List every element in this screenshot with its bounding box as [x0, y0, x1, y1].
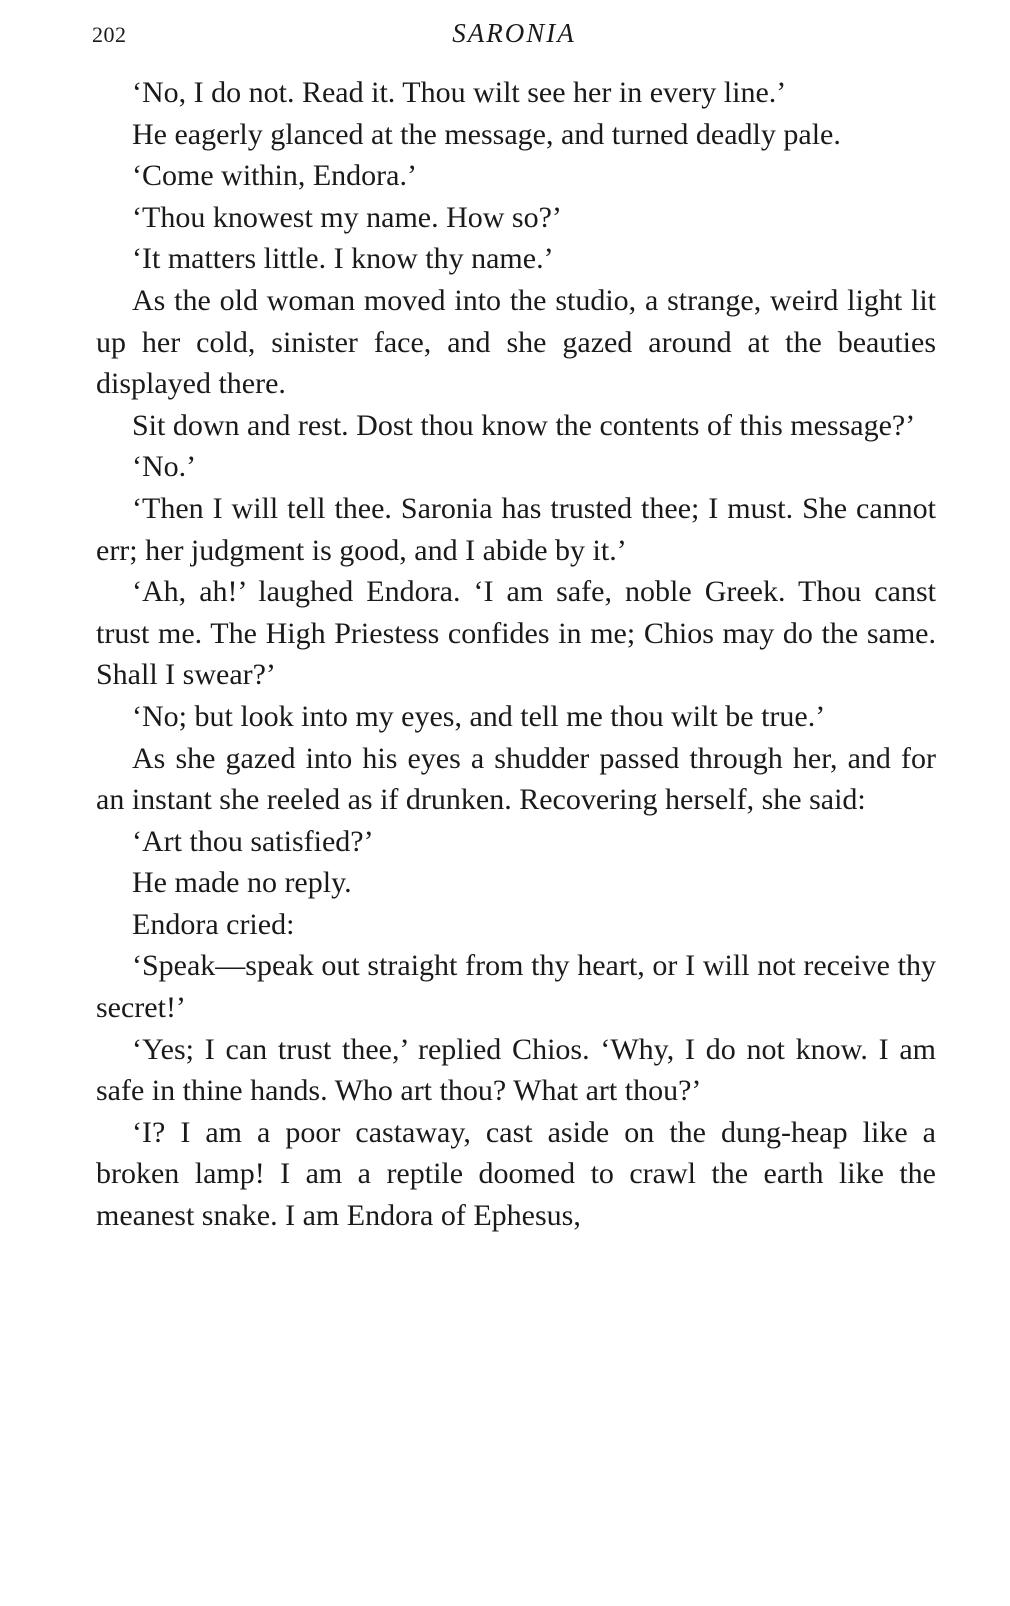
- paragraph: ‘Come within, Endora.’: [132, 159, 417, 193]
- paragraph: ‘No; but look into my eyes, and tell me thou wilt be true.’: [132, 699, 826, 733]
- running-head: SARONIA: [452, 18, 576, 48]
- paragraph: ‘No.’: [132, 450, 197, 484]
- paragraph: Sit down and rest. Dost thou know the contents of this message?’: [132, 408, 916, 442]
- paragraph: ‘Thou knowest my name. How so?’: [132, 200, 562, 234]
- paragraph: ‘Yes; I can trust thee,’ replied Chios. ‘Why, I do not know. I am safe in thine hands. Who art thou? What art thou?’: [96, 1032, 936, 1108]
- paragraph: As the old woman moved into the studio, a strange, weird light lit up her cold, sinister face, and she gazed around at the beauties displayed there.: [96, 283, 936, 401]
- paragraph: Endora cried:: [132, 907, 295, 941]
- paragraph: He made no reply.: [132, 866, 352, 900]
- paragraph: ‘No, I do not. Read it. Thou wilt see her in every line.’: [132, 76, 787, 109]
- body-text: [96, 72, 936, 1237]
- paragraph: ‘Speak—speak out straight from thy heart, or I will not receive thy secret!’: [96, 949, 936, 1025]
- page-number: 202: [92, 22, 127, 47]
- paragraph: He eagerly glanced at the message, and turned deadly pale.: [132, 117, 841, 151]
- page-header: [92, 18, 936, 54]
- paragraph: ‘It matters little. I know thy name.’: [132, 242, 554, 276]
- paragraph: ‘Then I will tell thee. Saronia has trusted thee; I must. She cannot err; her judgment is good, and I abide by it.’: [96, 491, 936, 567]
- paragraph: ‘Ah, ah!’ laughed Endora. ‘I am safe, noble Greek. Thou canst trust me. The High Priestess confides in me; Chios may do the same. Shall I swear?’: [96, 575, 936, 692]
- paragraph: ‘I? I am a poor castaway, cast aside on the dung-heap like a broken lamp! I am a reptile doomed to crawl the earth like the meanest snake. I am Endora of Ephesus,: [96, 1115, 936, 1233]
- paragraph: ‘Art thou satisfied?’: [132, 824, 374, 858]
- paragraph: As she gazed into his eyes a shudder passed through her, and for an instant she reeled as if drunken. Recovering herself, she said:: [96, 741, 936, 817]
